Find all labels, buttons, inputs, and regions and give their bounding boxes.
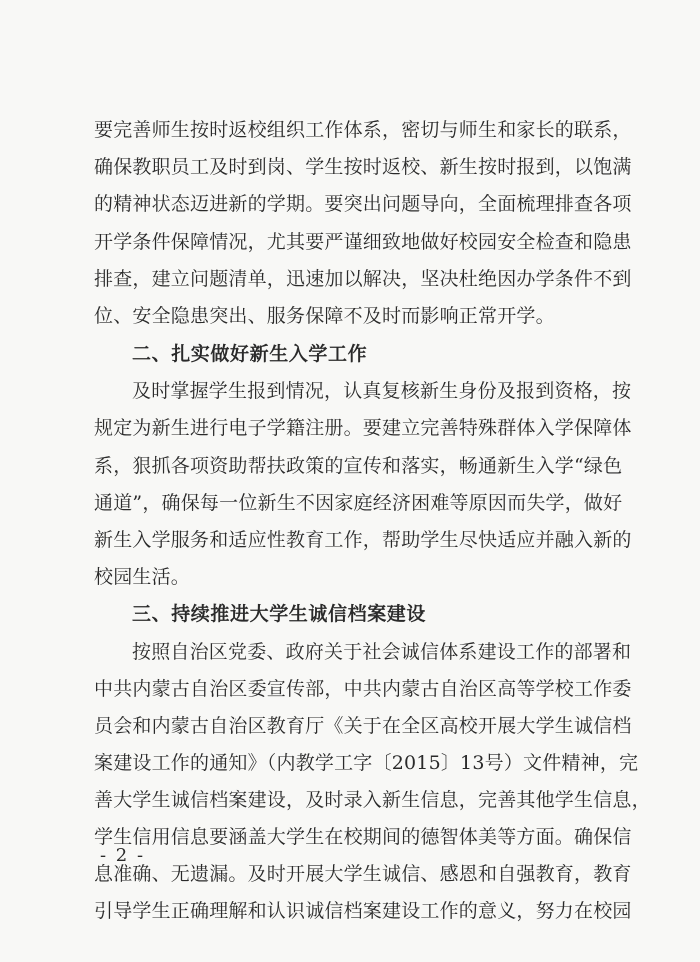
- body-text-line: 善大学生诚信档案建设，及时录入新生信息，完善其他学生信息，: [94, 789, 651, 811]
- body-text-line: 校园生活。: [94, 566, 191, 588]
- body-text-line: 要完善师生按时返校组织工作体系，密切与师生和家长的联系，: [94, 119, 632, 141]
- body-text-line: 息准确、无遗漏。及时开展大学生诚信、感恩和自强教育，教育: [94, 863, 632, 885]
- body-text-line: 案建设工作的通知》（内教学工字〔2015〕13号）文件精神，完: [94, 752, 639, 774]
- body-text-line: 按照自治区党委、政府关于社会诚信体系建设工作的部署和: [132, 641, 632, 663]
- body-text-line: 开学条件保障情况，尤其要严谨细致地做好校园安全检查和隐患: [94, 231, 632, 253]
- body-text-line: 员会和内蒙古自治区教育厅《关于在全区高校开展大学生诚信档: [94, 715, 632, 737]
- body-text-line: 系，狠抓各项资助帮扶政策的宣传和落实，畅通新生入学“绿色: [94, 455, 623, 477]
- body-text-line: 新生入学服务和适应性教育工作，帮助学生尽快适应并融入新的: [94, 529, 632, 551]
- body-text-line: 通道”，确保每一位新生不因家庭经济困难等原因而失学，做好: [94, 492, 623, 514]
- body-text-line: 排查，建立问题清单，迅速加以解决，坚决杜绝因办学条件不到: [94, 268, 632, 290]
- body-text-line: 学生信用信息要涵盖大学生在校期间的德智体美等方面。确保信: [94, 826, 632, 848]
- body-text-line: 的精神状态迈进新的学期。要突出问题导向，全面梳理排查各项: [94, 193, 632, 215]
- body-text-line: 及时掌握学生报到情况，认真复核新生身份及报到资格，按: [132, 380, 632, 402]
- section-heading-3: 三、持续推进大学生诚信档案建设: [132, 603, 427, 625]
- page-number: - 2 -: [100, 845, 146, 866]
- body-text-line: 规定为新生进行电子学籍注册。要建立完善特殊群体入学保障体: [94, 417, 632, 439]
- section-heading-2: 二、扎实做好新生入学工作: [132, 343, 368, 365]
- body-text-line: 确保教职员工及时到岗、学生按时返校、新生按时报到，以饱满: [94, 156, 632, 178]
- body-text-line: 位、安全隐患突出、服务保障不及时而影响正常开学。: [94, 305, 555, 327]
- body-text-line: 引导学生正确理解和认识诚信档案建设工作的意义，努力在校园: [94, 900, 632, 922]
- body-text-line: 中共内蒙古自治区委宣传部，中共内蒙古自治区高等学校工作委: [94, 678, 632, 700]
